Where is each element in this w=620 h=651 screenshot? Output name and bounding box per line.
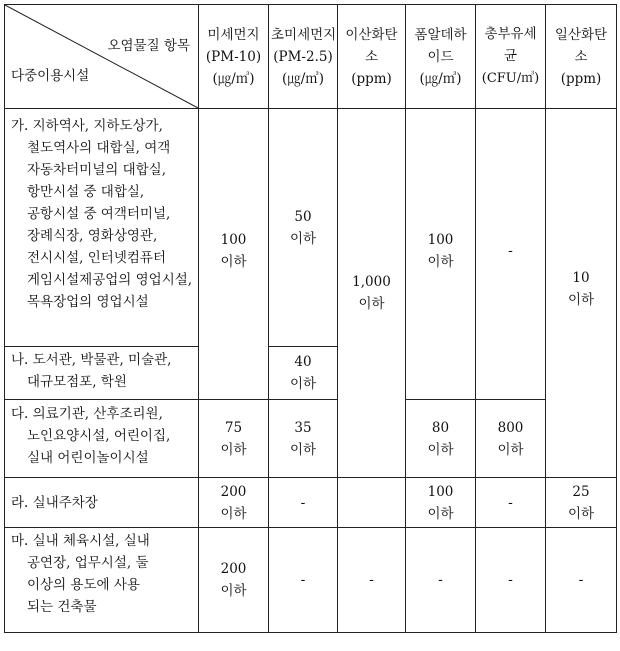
value-ga-pm10: 100 이하 [199,109,269,400]
value-ma-bacteria: - [476,528,546,633]
value-ga-bacteria: - [476,109,546,400]
value-ra-co2-empty [338,478,406,528]
value-ra-co: 25 이하 [546,478,617,528]
row-ra [5,478,617,528]
diag-top-label: 오염물질 항목 [107,38,190,54]
value-na-pm25: 40 이하 [269,347,338,400]
header-row [5,5,617,109]
value-ma-pm25: - [269,528,338,633]
facility-label-ra: 라. 실내주차장 [5,478,199,528]
facility-label-na: 나. 도서관, 박물관, 미술관, 대규모점포, 학원 [5,347,199,400]
value-ra-pm10: 200 이하 [199,478,269,528]
diagonal-header-cell [5,5,199,109]
value-ma-co2: - [338,528,406,633]
col-header-co2: 이산화탄 소 (ppm) [338,5,406,109]
value-ra-bacteria: - [476,478,546,528]
air-quality-standards-table-wrapper [4,4,616,633]
value-da-hcho: 80 이하 [406,400,476,478]
row-ga [5,109,617,347]
facility-label-ga: 가. 지하역사, 지하도상가, 철도역사의 대합실, 여객 자동차터미널의 대합실, 항만시설 중 대합실, 공항시설 중 여객터미널, 장례식장, 영화상영관, 전시시설, 인터넷컴퓨터 게임시설제공업의 영업시설, 목욕장업의 영업시설 [5,109,199,347]
air-quality-standards-table [4,4,617,633]
value-ga-co: 10 이하 [546,109,617,478]
diag-bottom-label: 다중이용시설 [11,68,90,84]
value-ma-pm10: 200 이하 [199,528,269,633]
col-header-co: 일산화탄 소 (ppm) [546,5,617,109]
col-header-pm10: 미세먼지 (PM-10) (㎍/㎥) [199,5,269,109]
value-da-pm10: 75 이하 [199,400,269,478]
row-da [5,400,617,478]
value-ga-hcho: 100 이하 [406,109,476,400]
value-ra-hcho: 100 이하 [406,478,476,528]
value-ga-co2: 1,000 이하 [338,109,406,478]
value-ga-pm25: 50 이하 [269,109,338,347]
col-header-pm25: 초미세먼지 (PM-2.5) (㎍/㎥) [269,5,338,109]
facility-label-da: 다. 의료기관, 산후조리원, 노인요양시설, 어린이집, 실내 어린이놀이시설 [5,400,199,478]
row-ma [5,528,617,633]
value-ma-hcho: - [406,528,476,633]
value-da-pm25: 35 이하 [269,400,338,478]
col-header-hcho: 폼알데하 이드 (㎍/㎥) [406,5,476,109]
value-ra-pm25: - [269,478,338,528]
col-header-bacteria: 총부유세 균 (CFU/㎥) [476,5,546,109]
facility-label-ma: 마. 실내 체육시설, 실내 공연장, 업무시설, 둘 이상의 용도에 사용 되는 건축물 [5,528,199,633]
value-da-bacteria: 800 이하 [476,400,546,478]
value-ma-co: - [546,528,617,633]
